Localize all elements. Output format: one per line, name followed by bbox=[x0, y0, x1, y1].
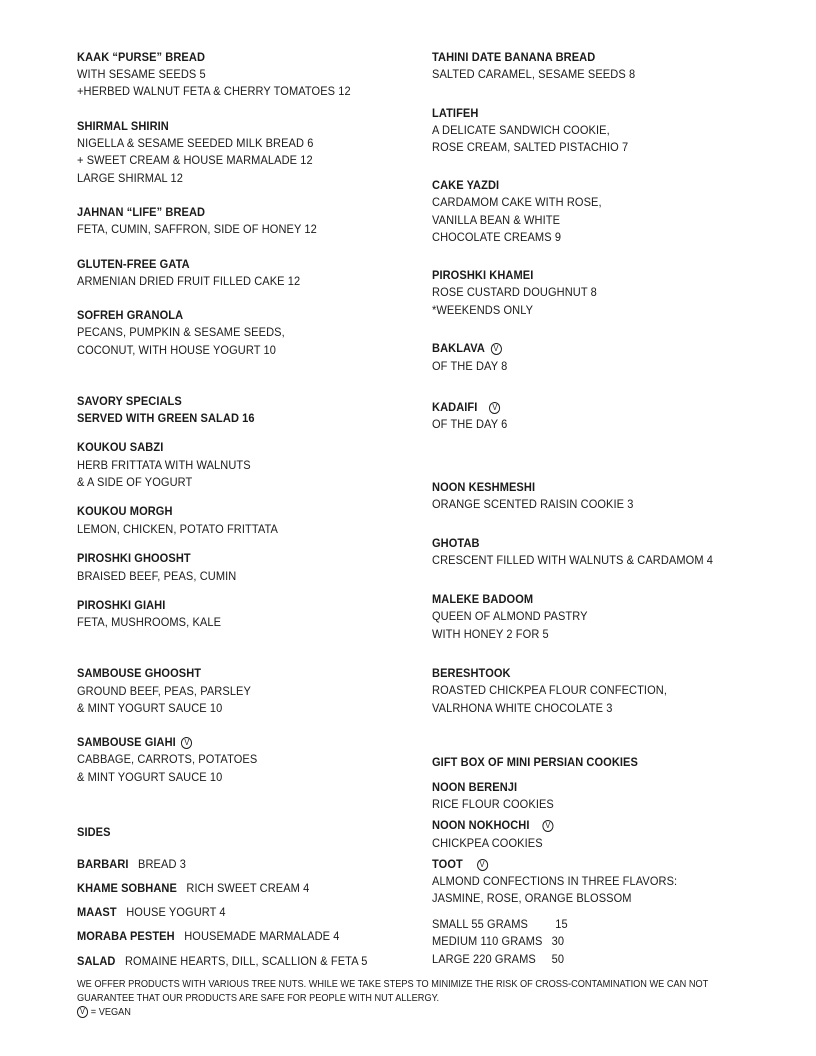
item-desc: WITH SESAME SEEDS 5 bbox=[77, 67, 206, 81]
item-desc: ALMOND CONFECTIONS IN THREE FLAVORS: bbox=[432, 874, 678, 888]
vegan-icon: V bbox=[491, 343, 502, 355]
item-desc: HERB FRITTATA WITH WALNUTS bbox=[77, 458, 251, 472]
item-desc: OF THE DAY 8 bbox=[432, 359, 508, 373]
vegan-icon: V bbox=[77, 1006, 88, 1018]
item-desc: GROUND BEEF, PEAS, PARSLEY bbox=[77, 684, 251, 698]
size-price: 15 bbox=[555, 917, 568, 931]
side-item bbox=[77, 928, 340, 944]
vegan-icon: V bbox=[542, 820, 553, 832]
item-desc: CRESCENT FILLED WITH WALNUTS & CARDAMOM 4 bbox=[432, 553, 714, 567]
item-desc: CHOCOLATE CREAMS 9 bbox=[432, 230, 562, 244]
vegan-icon: V bbox=[477, 859, 488, 871]
item-desc: VANILLA BEAN & WHITE bbox=[432, 213, 561, 227]
item-name-toot: TOOT bbox=[432, 857, 463, 871]
item-desc: RICE FLOUR COOKIES bbox=[432, 797, 554, 811]
item-name-koukou-morgh: KOUKOU MORGH bbox=[77, 504, 173, 518]
item-name-ghotab: GHOTAB bbox=[432, 536, 480, 550]
size-row bbox=[432, 916, 568, 932]
item-name-maleke: MALEKE BADOOM bbox=[432, 592, 534, 606]
item-name-tahini: TAHINI DATE BANANA BREAD bbox=[432, 50, 596, 64]
item-name-piroshki-khamei: PIROSHKI KHAMEI bbox=[432, 268, 534, 282]
side-item-name: BARBARI bbox=[77, 857, 129, 871]
item-sambouse-giahi bbox=[77, 734, 192, 750]
item-desc: A DELICATE SANDWICH COOKIE, bbox=[432, 123, 610, 137]
item-desc: ROSE CUSTARD DOUGHNUT 8 bbox=[432, 285, 597, 299]
item-desc: BRAISED BEEF, PEAS, CUMIN bbox=[77, 569, 237, 583]
side-item bbox=[77, 880, 309, 896]
item-desc: *WEEKENDS ONLY bbox=[432, 303, 534, 317]
item-name-jahnan: JAHNAN “LIFE” BREAD bbox=[77, 205, 206, 219]
item-desc: CARDAMOM CAKE WITH ROSE, bbox=[432, 195, 602, 209]
side-item-name: MAAST bbox=[77, 905, 117, 919]
vegan-legend-text: = VEGAN bbox=[90, 1007, 131, 1018]
item-name-shirmal: SHIRMAL SHIRIN bbox=[77, 119, 169, 133]
size-price: 50 bbox=[551, 952, 565, 966]
side-item bbox=[77, 856, 186, 872]
item-name-bereshtook: BERESHTOOK bbox=[432, 666, 511, 680]
item-desc: CHICKPEA COOKIES bbox=[432, 836, 543, 850]
side-item-desc: RICH SWEET CREAM 4 bbox=[186, 881, 310, 895]
side-item-desc: ROMAINE HEARTS, DILL, SCALLION & FETA 5 bbox=[124, 954, 368, 968]
section-subtitle-savory: SERVED WITH GREEN SALAD 16 bbox=[77, 411, 255, 425]
item-name-piroshki-ghoosht: PIROSHKI GHOOSHT bbox=[77, 551, 191, 565]
item-desc: NIGELLA & SESAME SEEDED MILK BREAD 6 bbox=[77, 136, 314, 150]
side-item-name: SALAD bbox=[77, 954, 116, 968]
size-row bbox=[432, 951, 564, 967]
item-name-noon-berenji: NOON BERENJI bbox=[432, 780, 518, 794]
vegan-legend bbox=[77, 1006, 131, 1019]
item-desc: ORANGE SCENTED RAISIN COOKIE 3 bbox=[432, 497, 634, 511]
size-label: MEDIUM 110 GRAMS bbox=[432, 934, 543, 948]
side-item-name: KHAME SOBHANE bbox=[77, 881, 177, 895]
item-desc: & MINT YOGURT SAUCE 10 bbox=[77, 701, 223, 715]
item-desc: & MINT YOGURT SAUCE 10 bbox=[77, 770, 223, 784]
item-desc: VALRHONA WHITE CHOCOLATE 3 bbox=[432, 701, 613, 715]
item-name-noon-keshmeshi: NOON KESHMESHI bbox=[432, 480, 536, 494]
item-desc: + SWEET CREAM & HOUSE MARMALADE 12 bbox=[77, 153, 313, 167]
item-name-gata: GLUTEN-FREE GATA bbox=[77, 257, 190, 271]
item-name-koukou-sabzi: KOUKOU SABZI bbox=[77, 440, 164, 454]
item-desc: OF THE DAY 6 bbox=[432, 417, 508, 431]
item-desc: CABBAGE, CARROTS, POTATOES bbox=[77, 752, 258, 766]
item-desc: & A SIDE OF YOGURT bbox=[77, 475, 193, 489]
side-item bbox=[77, 904, 226, 920]
side-item-name: MORABA PESTEH bbox=[77, 929, 175, 943]
side-item bbox=[77, 953, 367, 969]
item-desc: LARGE SHIRMAL 12 bbox=[77, 171, 183, 185]
size-row bbox=[432, 933, 564, 949]
item-desc: WITH HONEY 2 FOR 5 bbox=[432, 627, 549, 641]
item-name-cake-yazdi: CAKE YAZDI bbox=[432, 178, 500, 192]
item-toot bbox=[432, 856, 488, 872]
item-name-sambouse-giahi: SAMBOUSE GIAHI bbox=[77, 735, 176, 749]
size-label: SMALL 55 GRAMS bbox=[432, 917, 528, 931]
item-desc: FETA, MUSHROOMS, KALE bbox=[77, 615, 222, 629]
item-desc: ROASTED CHICKPEA FLOUR CONFECTION, bbox=[432, 683, 668, 697]
item-desc: FETA, CUMIN, SAFFRON, SIDE OF HONEY 12 bbox=[77, 222, 317, 236]
side-item-desc: HOUSE YOGURT 4 bbox=[126, 905, 226, 919]
side-item-desc: HOUSEMADE MARMALADE 4 bbox=[184, 929, 340, 943]
allergy-notice-line2: GUARANTEE THAT OUR PRODUCTS ARE SAFE FOR PEOPLE WITH NUT ALLERGY. bbox=[77, 993, 440, 1004]
item-desc: JASMINE, ROSE, ORANGE BLOSSOM bbox=[432, 891, 632, 905]
side-item-desc: BREAD 3 bbox=[138, 857, 186, 871]
size-price: 30 bbox=[551, 934, 565, 948]
item-noon-nokhochi bbox=[432, 817, 553, 833]
item-name-baklava: BAKLAVA bbox=[432, 341, 485, 355]
item-name-granola: SOFREH GRANOLA bbox=[77, 308, 184, 322]
vegan-icon: V bbox=[181, 737, 192, 749]
allergy-notice-line1: WE OFFER PRODUCTS WITH VARIOUS TREE NUTS. WHILE WE TAKE STEPS TO MINIMIZE THE RISK OF CROSS-CONTAMINATION WE CAN NOT bbox=[77, 979, 709, 990]
item-desc: LEMON, CHICKEN, POTATO FRITTATA bbox=[77, 522, 278, 536]
item-kadaifi bbox=[432, 399, 500, 415]
item-baklava bbox=[432, 340, 502, 356]
item-desc: ARMENIAN DRIED FRUIT FILLED CAKE 12 bbox=[77, 274, 301, 288]
item-name-noon-nokhochi: NOON NOKHOCHI bbox=[432, 818, 530, 832]
vegan-icon: V bbox=[489, 402, 500, 414]
item-desc: ROSE CREAM, SALTED PISTACHIO 7 bbox=[432, 140, 629, 154]
item-desc: QUEEN OF ALMOND PASTRY bbox=[432, 609, 588, 623]
section-title-gift-box: GIFT BOX OF MINI PERSIAN COOKIES bbox=[432, 755, 638, 769]
item-name-kadaifi: KADAIFI bbox=[432, 400, 478, 414]
item-name-piroshki-giahi: PIROSHKI GIAHI bbox=[77, 598, 166, 612]
section-title-sides: SIDES bbox=[77, 825, 111, 839]
item-desc: PECANS, PUMPKIN & SESAME SEEDS, bbox=[77, 325, 285, 339]
item-name-latifeh: LATIFEH bbox=[432, 106, 479, 120]
size-label: LARGE 220 GRAMS bbox=[432, 952, 536, 966]
section-title-savory: SAVORY SPECIALS bbox=[77, 394, 182, 408]
item-name-sambouse-ghoosht: SAMBOUSE GHOOSHT bbox=[77, 666, 202, 680]
item-desc: SALTED CARAMEL, SESAME SEEDS 8 bbox=[432, 67, 636, 81]
item-desc: +HERBED WALNUT FETA & CHERRY TOMATOES 12 bbox=[77, 84, 351, 98]
item-desc: COCONUT, WITH HOUSE YOGURT 10 bbox=[77, 343, 276, 357]
item-name-kaak: KAAK “PURSE” BREAD bbox=[77, 50, 206, 64]
